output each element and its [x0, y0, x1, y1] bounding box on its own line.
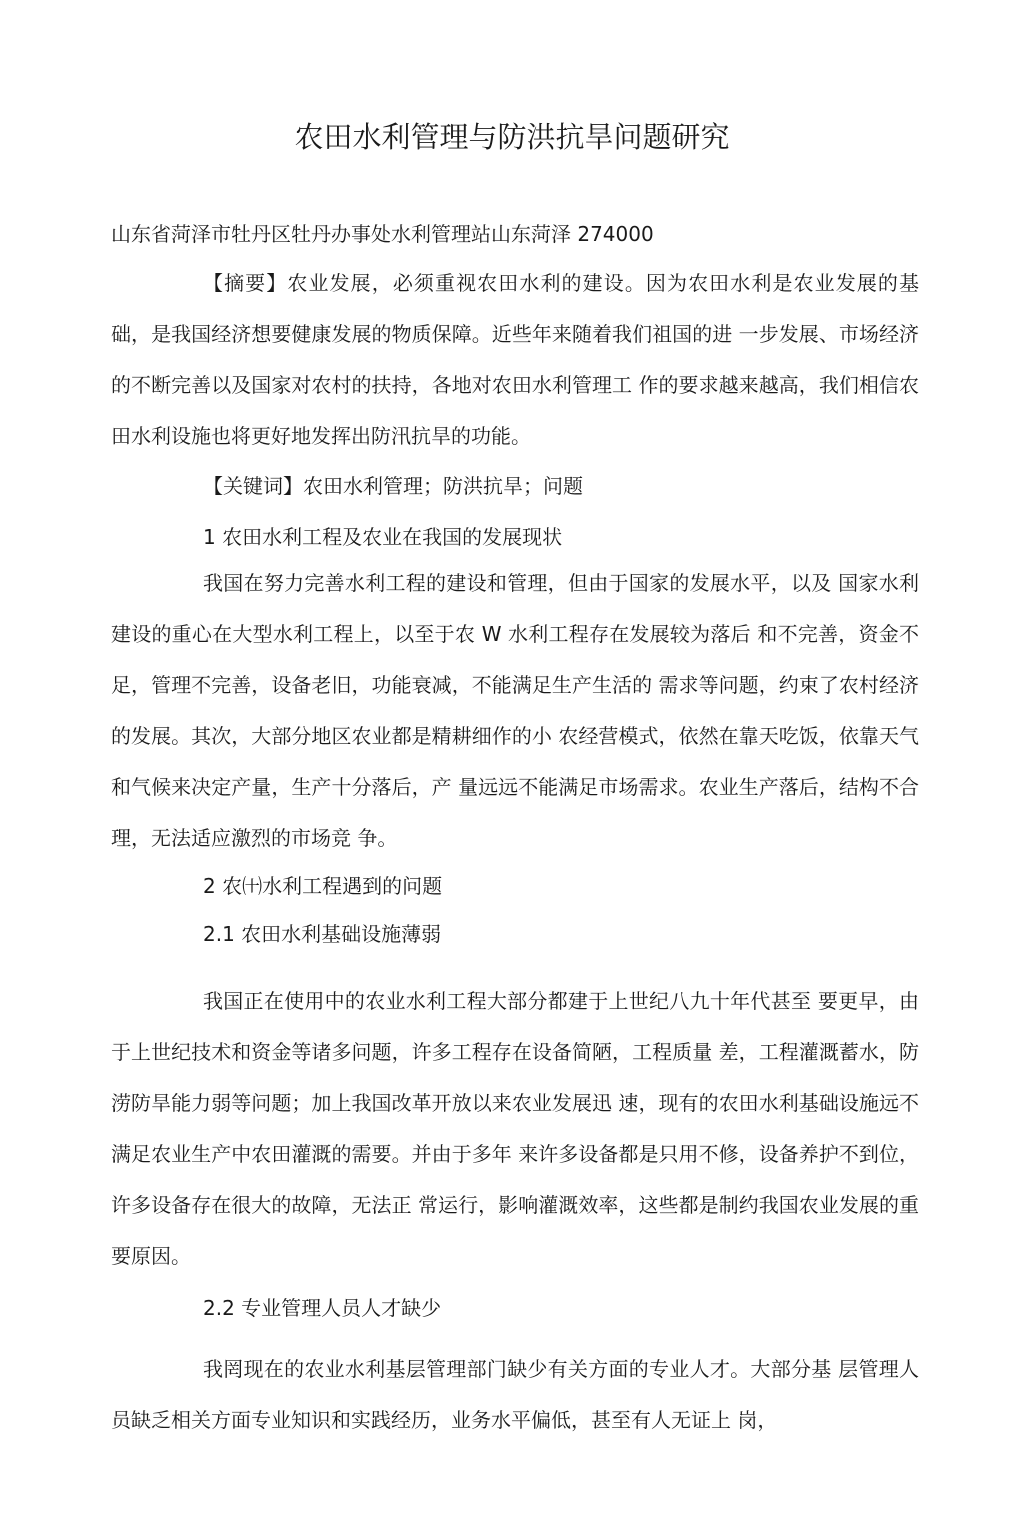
- section-2-heading: 2 农㈩水利工程遇到的问题: [203, 874, 443, 898]
- section-1-paragraph: 我国在努力完善水利工程的建设和管理，但由于国家的发展水平，以及 国家水利建设的重心在大型水利工程上，以至于农 W 水利工程存在发展较为落后 和不完善，资金不足，管理不完善，设备老旧，功能衰减，不能满足生产生活的 需求等问题，约束了农村经济的发展。其次，大部分地区农业都是精耕细作的小 农经营模式，依然在靠天吃饭，依靠天气和气候来决定产量，生产十分落后，产 量远远不能满足市场需求。农业生产落后，结构不合理，无法适应激烈的市场竞 争。: [111, 571, 919, 850]
- section-1-heading: 1 农田水利工程及农业在我国的发展现状: [203, 525, 563, 549]
- section-2-2-heading: 2.2 专业管理人员人才缺少: [203, 1296, 442, 1320]
- section-2-2-paragraph: 我罔现在的农业水利基层管理部门缺少有关方面的专业人才。大部分基 层管理人员缺乏相关方面专业知识和实践经历，业务水平偏低，甚至有人无证上 岗，: [111, 1357, 919, 1432]
- section-2-1-heading: 2.1 农田水利基础设施薄弱: [203, 922, 442, 946]
- author-affiliation: 山东省菏泽市牡丹区牡丹办事处水利管理站山东菏泽 274000: [111, 222, 654, 246]
- document-title: 农田水利管理与防洪抗旱问题研究: [294, 120, 730, 155]
- keywords-line: 【关键词】农田水利管理；防洪抗旱；问题: [203, 474, 583, 498]
- section-2-1-paragraph: 我国正在使用中的农业水利工程大部分都建于上世纪八九十年代甚至 要更早，由于上世纪技术和资金等诸多问题，许多工程存在设备简陋，工程质量 差，工程灌溉蓄水，防涝防旱能力弱等问题；加上我国改革开放以来农业发展迅 速，现有的农田水利基础设施远不满足农业生产中农田灌溉的需要。并由于多年 来许多设备都是只用不修，设备养护不到位，许多设备存在很大的故障，无法正 常运行，影响灌溉效率，这些都是制约我国农业发展的重要原因。: [111, 989, 919, 1268]
- abstract-paragraph: 【摘要】农业发展，必须重视农田水利的建设。因为农田水利是农业发展的基础，是我国经济想要健康发展的物质保障。近些年来随着我们祖国的进 一步发展、市场经济的不断完善以及国家对农村的扶持，各地对农田水利管理工 作的要求越来越高，我们相信农田水利设施也将更好地发挥出防汛抗旱的功能。: [111, 271, 919, 448]
